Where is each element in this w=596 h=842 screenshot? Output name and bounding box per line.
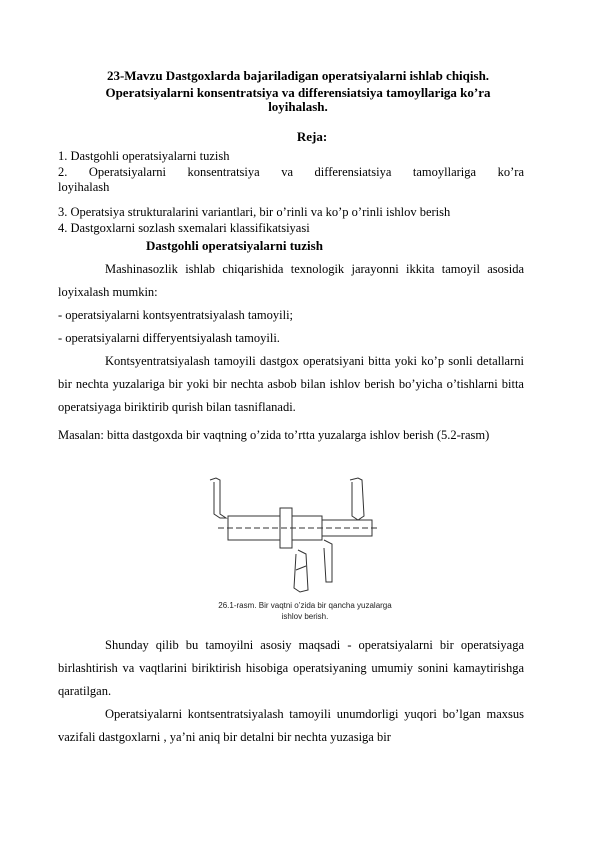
cutting-tool-top-left (210, 478, 226, 518)
document-title-line1: 23-Mavzu Dastgoxlarda bajariladigan operatsiyalarni ishlab chiqish. (106, 68, 490, 83)
figure-caption-line1: 26.1-rasm. Bir vaqtni o’zida bir qancha yuzalarga (218, 601, 392, 610)
section-heading: Dastgohli operatsiyalarni tuzish (146, 238, 323, 253)
machining-diagram (200, 470, 420, 620)
plan-item-2-continued: loyihalash (58, 180, 110, 194)
plan-item-1: 1. Dastgohli operatsiyalarni tuzish (58, 149, 230, 163)
plan-item-4: 4. Dastgoxlarni sozlash sxemalari klassifikatsiyasi (58, 221, 310, 235)
figure-caption (198, 600, 412, 622)
paragraph-list-item-2: - operatsiyalarni differyentsiyalash tamoyili. (58, 331, 280, 345)
document-title-line3: loyihalash. (268, 99, 328, 114)
paragraph-continuation: Operatsiyalarni kontsentratsiyalash tamoyili unumdorligi yuqori bo’lgan maxsus vazifali dastgoxlarni , ya’ni aniq bir detalni bir nechta yuzasiga bir (58, 707, 524, 744)
plan-item-3: 3. Operatsiya strukturalarini variantlari, bir o’rinli va ko’p o’rinli ishlov berish (58, 205, 451, 219)
cutting-tool-top-right (350, 478, 364, 520)
paragraph-goal: Shunday qilib bu tamoyilni asosiy maqsadi - operatsiyalarni bir operatsiyaga birlashtirish va vaqtlarini biriktirish hisobiga operatsiyaning umumiy sonini kamaytirishga qaratilgan. (58, 638, 524, 698)
cutting-tool-bottom-right (324, 540, 332, 582)
paragraph-list-item-1: - operatsiyalarni kontsyentratsiyalash tamoyili; (58, 308, 294, 322)
paragraph-concentration: Kontsyentratsiyalash tamoyili dastgox operatsiyani bitta yoki ko’p sonli detallarni bir nechta yuzalariga bir yoki bir nechta asbob bilan ishlov berish bo’yicha o’tishlarni bitta operatsiyaga biriktirib qurish bilan tasniflanadi. (58, 354, 524, 414)
figure-caption-line2: ishlov berish. (281, 612, 329, 621)
document-title-line2: Operatsiyalarni konsentratsiya va differensiatsiya tamoyllariga ko’ra (105, 85, 491, 100)
plan-heading: Reja: (296, 129, 328, 144)
plan-item-2: 2. Operatsiyalarni konsentratsiya va differensiatsiya tamoyllariga ko’ra (58, 165, 524, 179)
cutting-tool-bottom-left (294, 550, 308, 592)
paragraph-example: Masalan: bitta dastgoxda bir vaqtning o’zida to’rtta yuzalarga ishlov berish (5.2-rasm) (58, 428, 490, 442)
paragraph-intro: Mashinasozlik ishlab chiqarishida texnologik jarayonni ikkita tamoyil asosida loyixalash mumkin: (58, 262, 524, 299)
